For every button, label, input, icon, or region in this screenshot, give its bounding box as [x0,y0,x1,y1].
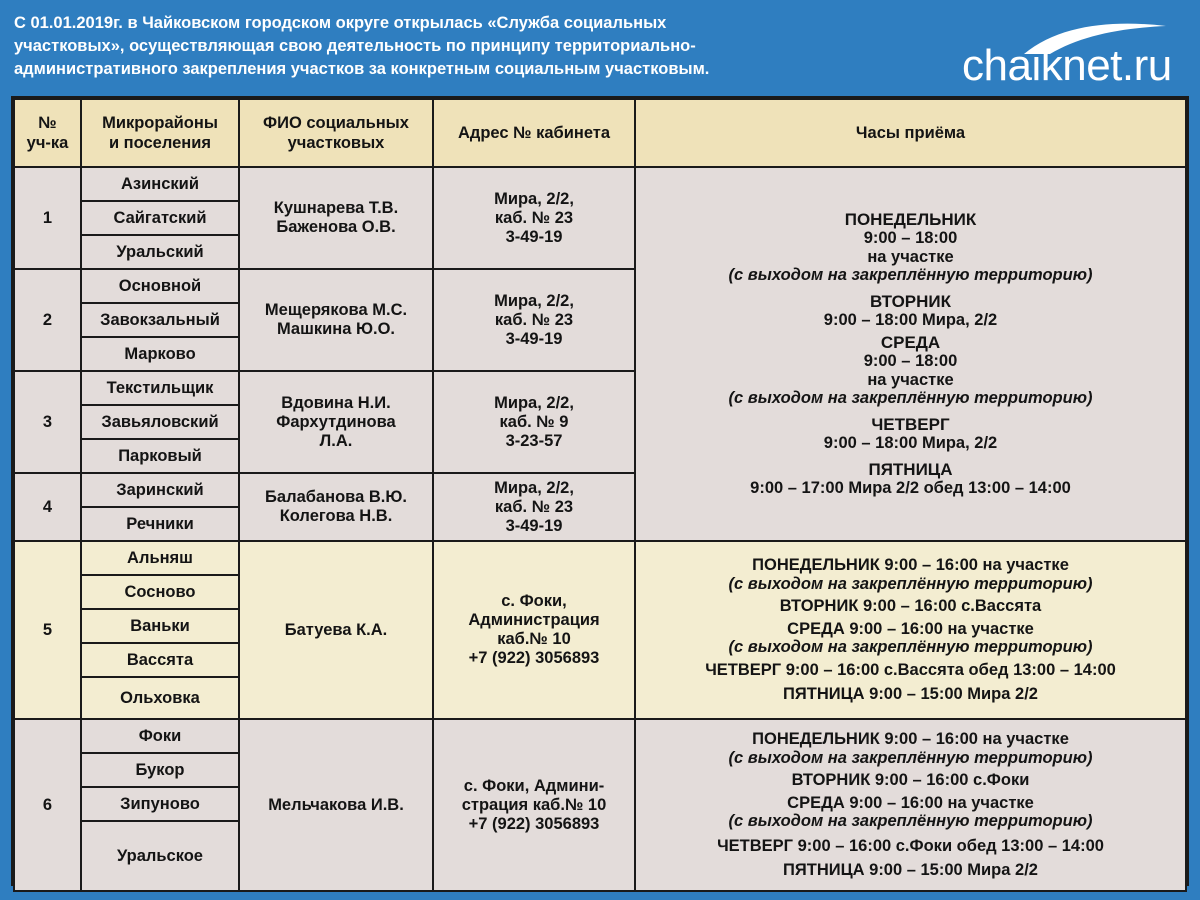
address-cell: Мира, 2/2, каб. № 23 3-49-19 [433,269,635,371]
district-cell: Завьяловский [81,405,239,439]
plot-number: 4 [14,473,81,541]
names-cell: Вдовина Н.И. Фархутдинова Л.А. [239,371,433,473]
district-cell: Завокзальный [81,303,239,337]
district-cell: Заринский [81,473,239,507]
table-row [14,719,1186,753]
schedule-table [11,96,1189,886]
district-cell: Уральское [81,821,239,891]
plot-number: 5 [14,541,81,719]
district-cell: Сайгатский [81,201,239,235]
district-cell: Текстильщик [81,371,239,405]
hours-cell-common: ПОНЕДЕЛЬНИК 9:00 – 18:00 на участке (с выходом на закреплённую территорию) ВТОРНИК 9:00 – 18:00 Мира, 2/2 СРЕДА 9:00 – 18:00 на участке (с выходом на закреплённую территорию) ЧЕТВЕРГ 9:00 – 18:00 Мира, 2/2 ПЯТНИЦА 9:00 – 17:00 Мира 2/2 обед 13:00 – 14:00 [635,167,1186,541]
district-cell: Ольховка [81,677,239,719]
district-cell: Сосново [81,575,239,609]
district-cell: Вассята [81,643,239,677]
plot-number: 1 [14,167,81,269]
names-cell: Балабанова В.Ю. Колегова Н.В. [239,473,433,541]
address-cell: Мира, 2/2, каб. № 23 3-49-19 [433,167,635,269]
announcement-line: С 01.01.2019г. в Чайковском городском округе открылась «Служба социальных [14,14,667,32]
table-header-row [14,99,1186,167]
site-logo: chaiknet.ru [962,41,1172,90]
header-hours: Часы приёма [635,99,1186,167]
district-cell: Ваньки [81,609,239,643]
district-cell: Парковый [81,439,239,473]
district-cell: Альняш [81,541,239,575]
header-plot-number: № уч-ка [14,99,81,167]
district-cell: Фоки [81,719,239,753]
announcement-line: участковых», осуществляющая свою деятельность по принципу территориально- [14,37,696,55]
announcement-text [14,12,914,81]
names-cell: Мельчакова И.В. [239,719,433,891]
names-cell: Мещерякова М.С. Машкина Ю.О. [239,269,433,371]
header-names: ФИО социальных участковых [239,99,433,167]
address-cell: Мира, 2/2, каб. № 9 3-23-57 [433,371,635,473]
announcement-line: административного закрепления участков за конкретным социальным участковым. [14,60,710,78]
table-row [14,541,1186,575]
plot-number: 6 [14,719,81,891]
district-cell: Букор [81,753,239,787]
names-cell: Кушнарева Т.В. Баженова О.В. [239,167,433,269]
district-cell: Речники [81,507,239,541]
hours-cell-plot-6: ПОНЕДЕЛЬНИК 9:00 – 16:00 на участке (с выходом на закреплённую территорию) ВТОРНИК 9:00 – 16:00 с.Фоки СРЕДА 9:00 – 16:00 на участке (с выходом на закреплённую территорию) ЧЕТВЕРГ 9:00 – 16:00 с.Фоки обед 13:00 – 14:00 ПЯТНИЦА 9:00 – 15:00 Мира 2/2 [635,719,1186,891]
district-cell: Марково [81,337,239,371]
district-cell: Азинский [81,167,239,201]
plot-number: 3 [14,371,81,473]
district-cell: Основной [81,269,239,303]
header-address: Адрес № кабинета [433,99,635,167]
table-row [14,167,1186,201]
address-cell: с. Фоки, Админи- страция каб.№ 10 +7 (922) 3056893 [433,719,635,891]
plot-number: 2 [14,269,81,371]
district-cell: Уральский [81,235,239,269]
address-cell: с. Фоки, Администрация каб.№ 10 +7 (922) 3056893 [433,541,635,719]
header-districts: Микрорайоны и поселения [81,99,239,167]
district-cell: Зипуново [81,787,239,821]
hours-cell-plot-5: ПОНЕДЕЛЬНИК 9:00 – 16:00 на участке (с выходом на закреплённую территорию) ВТОРНИК 9:00 – 16:00 с.Вассята СРЕДА 9:00 – 16:00 на участке (с выходом на закреплённую территорию) ЧЕТВЕРГ 9:00 – 16:00 с.Вассята обед 13:00 – 14:00 ПЯТНИЦА 9:00 – 15:00 Мира 2/2 [635,541,1186,719]
names-cell: Батуева К.А. [239,541,433,719]
address-cell: Мира, 2/2, каб. № 23 3-49-19 [433,473,635,541]
